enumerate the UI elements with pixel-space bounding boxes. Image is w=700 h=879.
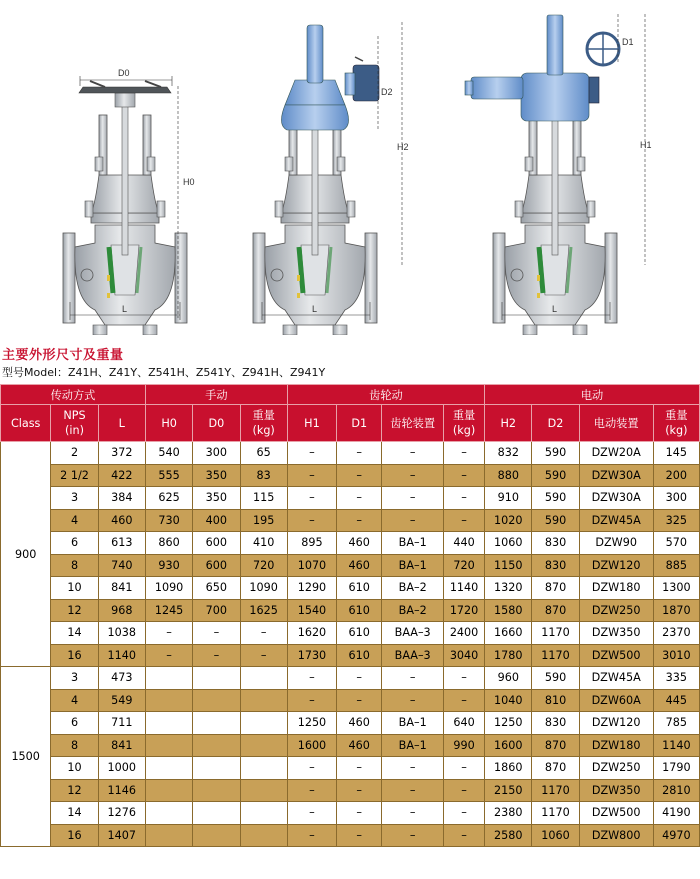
cell-electric-device: DZW30A: [579, 464, 653, 487]
cell-l: 1038: [98, 622, 145, 645]
cell-weight-manual: 195: [240, 509, 287, 532]
cell-gear-device: BAA–3: [382, 644, 444, 667]
cell-weight-electric: 4970: [653, 824, 699, 847]
cell-gear-device: –: [382, 824, 444, 847]
cell-d1: –: [337, 802, 382, 825]
cell-weight-manual: 65: [240, 442, 287, 465]
cell-electric-device: DZW60A: [579, 689, 653, 712]
cell-d0: 600: [193, 554, 240, 577]
cell-nps: 10: [51, 577, 98, 600]
cell-d2: 830: [532, 712, 579, 735]
cell-weight-electric: 785: [653, 712, 699, 735]
cell-h0: [145, 802, 192, 825]
cell-l: 613: [98, 532, 145, 555]
cell-weight-electric: 1140: [653, 734, 699, 757]
cell-d1: –: [337, 824, 382, 847]
cell-h2: 1150: [485, 554, 532, 577]
group-header-manual: 手动: [145, 385, 287, 405]
cell-d0: [193, 779, 240, 802]
cell-l: 460: [98, 509, 145, 532]
cell-d1: –: [337, 442, 382, 465]
cell-h0: [145, 779, 192, 802]
cell-l: 422: [98, 464, 145, 487]
cell-l: 1000: [98, 757, 145, 780]
cell-h0: [145, 734, 192, 757]
table-row: [1, 622, 700, 645]
group-header-gear: 齿轮动: [287, 385, 484, 405]
cell-l: 841: [98, 734, 145, 757]
cell-h0: –: [145, 622, 192, 645]
cell-d1: –: [337, 757, 382, 780]
cell-weight-manual: [240, 667, 287, 690]
table-row: [1, 824, 700, 847]
cell-gear-device: BAA–3: [382, 622, 444, 645]
cell-d2: 1060: [532, 824, 579, 847]
cell-electric-device: DZW350: [579, 779, 653, 802]
cell-weight-gear: 1140: [444, 577, 485, 600]
cell-d2: 870: [532, 577, 579, 600]
cell-h2: 2580: [485, 824, 532, 847]
cell-d1: –: [337, 487, 382, 510]
cell-d1: 610: [337, 622, 382, 645]
cell-nps: 4: [51, 689, 98, 712]
cell-l: 1276: [98, 802, 145, 825]
dim-label-h2: H2: [397, 142, 409, 152]
cell-h1: 1290: [287, 577, 336, 600]
cell-electric-device: DZW250: [579, 757, 653, 780]
cell-d2: 590: [532, 667, 579, 690]
cell-h0: [145, 689, 192, 712]
cell-d1: 460: [337, 532, 382, 555]
cell-d0: 600: [193, 532, 240, 555]
cell-d0: [193, 734, 240, 757]
cell-h2: 1060: [485, 532, 532, 555]
cell-h2: 1020: [485, 509, 532, 532]
table-row: [1, 509, 700, 532]
cell-d2: 590: [532, 487, 579, 510]
table-row: [1, 712, 700, 735]
cell-weight-electric: 2810: [653, 779, 699, 802]
section-title: 主要外形尺寸及重量: [2, 348, 124, 363]
cell-class: 900: [1, 442, 51, 667]
cell-weight-electric: 885: [653, 554, 699, 577]
cell-d2: 1170: [532, 644, 579, 667]
cell-h0: 860: [145, 532, 192, 555]
cell-l: 740: [98, 554, 145, 577]
cell-nps: 2 1/2: [51, 464, 98, 487]
cell-d1: 460: [337, 712, 382, 735]
cell-nps: 10: [51, 757, 98, 780]
cell-d2: 810: [532, 689, 579, 712]
cell-weight-gear: –: [444, 824, 485, 847]
cell-h0: 625: [145, 487, 192, 510]
cell-gear-device: –: [382, 757, 444, 780]
cell-d1: –: [337, 509, 382, 532]
col-header-d2: D2: [532, 405, 579, 442]
cell-weight-gear: 990: [444, 734, 485, 757]
cell-weight-gear: –: [444, 802, 485, 825]
cell-h1: –: [287, 757, 336, 780]
cell-h2: 1320: [485, 577, 532, 600]
cell-weight-gear: 1720: [444, 599, 485, 622]
cell-weight-manual: 115: [240, 487, 287, 510]
cell-d1: –: [337, 464, 382, 487]
cell-weight-manual: [240, 802, 287, 825]
cell-h2: 2380: [485, 802, 532, 825]
cell-weight-gear: 2400: [444, 622, 485, 645]
col-header-d1: D1: [337, 405, 382, 442]
table-row: [1, 802, 700, 825]
cell-d0: 350: [193, 464, 240, 487]
cell-d0: 350: [193, 487, 240, 510]
cell-electric-device: DZW90: [579, 532, 653, 555]
cell-weight-gear: –: [444, 667, 485, 690]
cell-weight-electric: 4190: [653, 802, 699, 825]
cell-weight-gear: –: [444, 464, 485, 487]
cell-gear-device: BA–1: [382, 554, 444, 577]
cell-h1: 1730: [287, 644, 336, 667]
cell-nps: 6: [51, 712, 98, 735]
cell-weight-gear: –: [444, 442, 485, 465]
cell-h2: 2150: [485, 779, 532, 802]
cell-l: 384: [98, 487, 145, 510]
table-row: [1, 599, 700, 622]
cell-l: 372: [98, 442, 145, 465]
cell-h0: [145, 824, 192, 847]
cell-nps: 12: [51, 779, 98, 802]
cell-class: 1500: [1, 667, 51, 847]
table-row: [1, 667, 700, 690]
cell-d0: 300: [193, 442, 240, 465]
cell-weight-manual: [240, 757, 287, 780]
cell-gear-device: BA–2: [382, 577, 444, 600]
cell-weight-manual: 1625: [240, 599, 287, 622]
cell-h1: –: [287, 509, 336, 532]
cell-h0: [145, 712, 192, 735]
cell-nps: 8: [51, 734, 98, 757]
cell-h2: 880: [485, 464, 532, 487]
cell-h2: 1600: [485, 734, 532, 757]
cell-d0: 650: [193, 577, 240, 600]
cell-electric-device: DZW30A: [579, 487, 653, 510]
cell-h2: 1780: [485, 644, 532, 667]
cell-weight-electric: 200: [653, 464, 699, 487]
cell-nps: 4: [51, 509, 98, 532]
cell-d2: 830: [532, 532, 579, 555]
cell-weight-manual: –: [240, 622, 287, 645]
col-header-l: L: [98, 405, 145, 442]
cell-d2: 1170: [532, 622, 579, 645]
cell-l: 1146: [98, 779, 145, 802]
cell-weight-electric: 445: [653, 689, 699, 712]
col-header-d0: D0: [193, 405, 240, 442]
cell-h2: 1040: [485, 689, 532, 712]
cell-h0: 1090: [145, 577, 192, 600]
dimension-weight-table: [0, 384, 700, 847]
cell-h0: 730: [145, 509, 192, 532]
cell-d0: –: [193, 622, 240, 645]
cell-weight-electric: 300: [653, 487, 699, 510]
valve-electric-drawing: [253, 25, 379, 335]
cell-h1: 1250: [287, 712, 336, 735]
cell-h1: –: [287, 779, 336, 802]
cell-weight-electric: 2370: [653, 622, 699, 645]
cell-nps: 16: [51, 824, 98, 847]
cell-electric-device: DZW500: [579, 644, 653, 667]
cell-weight-electric: 325: [653, 509, 699, 532]
cell-d1: 460: [337, 734, 382, 757]
cell-h1: 1620: [287, 622, 336, 645]
cell-weight-gear: –: [444, 757, 485, 780]
cell-electric-device: DZW20A: [579, 442, 653, 465]
cell-weight-gear: –: [444, 689, 485, 712]
cell-electric-device: DZW500: [579, 802, 653, 825]
col-header-weight-manual: 重量 (kg): [240, 405, 287, 442]
cell-gear-device: BA–1: [382, 734, 444, 757]
dim-label-l3: L: [552, 304, 558, 314]
cell-d2: 870: [532, 734, 579, 757]
valve-manual-drawing: [63, 81, 187, 335]
cell-weight-manual: [240, 779, 287, 802]
cell-d2: 870: [532, 599, 579, 622]
dim-label-h0: H0: [183, 177, 195, 187]
col-header-weight-electric: 重量 (kg): [653, 405, 699, 442]
cell-h2: 1250: [485, 712, 532, 735]
table-row: [1, 757, 700, 780]
cell-d0: [193, 802, 240, 825]
col-header-h0: H0: [145, 405, 192, 442]
cell-d2: 870: [532, 757, 579, 780]
cell-d1: –: [337, 779, 382, 802]
cell-h2: 960: [485, 667, 532, 690]
cell-gear-device: –: [382, 689, 444, 712]
cell-d2: 590: [532, 442, 579, 465]
cell-h0: 930: [145, 554, 192, 577]
cell-nps: 14: [51, 802, 98, 825]
cell-weight-gear: 720: [444, 554, 485, 577]
cell-h2: 1580: [485, 599, 532, 622]
cell-h0: 1245: [145, 599, 192, 622]
cell-d1: –: [337, 667, 382, 690]
table-row: [1, 442, 700, 465]
model-line: 型号Model：Z41H、Z41Y、Z541H、Z541Y、Z941H、Z941Y: [2, 366, 326, 379]
cell-electric-device: DZW800: [579, 824, 653, 847]
cell-l: 711: [98, 712, 145, 735]
dim-label-d0: D0: [118, 68, 130, 78]
col-header-h1: H1: [287, 405, 336, 442]
cell-l: 1140: [98, 644, 145, 667]
cell-h0: [145, 757, 192, 780]
cell-h2: 1860: [485, 757, 532, 780]
cell-weight-electric: 1790: [653, 757, 699, 780]
cell-h2: 832: [485, 442, 532, 465]
table-row: [1, 644, 700, 667]
cell-weight-manual: 720: [240, 554, 287, 577]
cell-d1: –: [337, 689, 382, 712]
cell-weight-electric: 1300: [653, 577, 699, 600]
cell-weight-electric: 570: [653, 532, 699, 555]
cell-electric-device: DZW120: [579, 712, 653, 735]
col-header-weight-gear: 重量 (kg): [444, 405, 485, 442]
cell-h1: 1600: [287, 734, 336, 757]
dim-label-l2: L: [312, 304, 318, 314]
cell-nps: 14: [51, 622, 98, 645]
cell-h2: 910: [485, 487, 532, 510]
cell-h1: –: [287, 689, 336, 712]
cell-d0: [193, 712, 240, 735]
cell-d1: 610: [337, 644, 382, 667]
cell-d2: 590: [532, 464, 579, 487]
cell-weight-electric: 335: [653, 667, 699, 690]
cell-weight-electric: 1870: [653, 599, 699, 622]
cell-h2: 1660: [485, 622, 532, 645]
cell-h0: [145, 667, 192, 690]
cell-d2: 590: [532, 509, 579, 532]
cell-weight-manual: [240, 824, 287, 847]
col-header-h2: H2: [485, 405, 532, 442]
cell-weight-gear: –: [444, 487, 485, 510]
cell-weight-manual: 1090: [240, 577, 287, 600]
cell-nps: 3: [51, 667, 98, 690]
cell-d0: –: [193, 644, 240, 667]
table-row: [1, 779, 700, 802]
dim-label-d2: D2: [381, 87, 393, 97]
cell-h1: –: [287, 802, 336, 825]
table-row: [1, 734, 700, 757]
table-row: [1, 577, 700, 600]
table-row: [1, 554, 700, 577]
cell-weight-manual: 83: [240, 464, 287, 487]
cell-weight-manual: [240, 734, 287, 757]
table-row: [1, 689, 700, 712]
cell-weight-electric: 3010: [653, 644, 699, 667]
cell-electric-device: DZW350: [579, 622, 653, 645]
cell-h1: 895: [287, 532, 336, 555]
cell-h1: 1540: [287, 599, 336, 622]
cell-l: 1407: [98, 824, 145, 847]
cell-gear-device: –: [382, 442, 444, 465]
cell-weight-manual: –: [240, 644, 287, 667]
cell-d0: [193, 689, 240, 712]
cell-d2: 1170: [532, 779, 579, 802]
cell-d2: 830: [532, 554, 579, 577]
cell-l: 473: [98, 667, 145, 690]
dim-label-h1: H1: [640, 140, 652, 150]
cell-weight-gear: 640: [444, 712, 485, 735]
cell-weight-gear: 440: [444, 532, 485, 555]
cell-weight-manual: [240, 689, 287, 712]
cell-nps: 16: [51, 644, 98, 667]
cell-gear-device: –: [382, 779, 444, 802]
cell-gear-device: –: [382, 464, 444, 487]
valve-drawings: [0, 0, 700, 335]
cell-weight-gear: –: [444, 509, 485, 532]
cell-h1: 1070: [287, 554, 336, 577]
cell-gear-device: –: [382, 667, 444, 690]
group-header-drive: 传动方式: [1, 385, 146, 405]
cell-d0: [193, 824, 240, 847]
cell-electric-device: DZW250: [579, 599, 653, 622]
cell-h0: –: [145, 644, 192, 667]
table-row: [1, 532, 700, 555]
table-body: [1, 442, 700, 847]
cell-h1: –: [287, 667, 336, 690]
cell-h1: –: [287, 442, 336, 465]
dim-label-l1: L: [122, 304, 128, 314]
cell-nps: 2: [51, 442, 98, 465]
cell-gear-device: –: [382, 509, 444, 532]
group-header-electric: 电动: [485, 385, 700, 405]
cell-nps: 6: [51, 532, 98, 555]
cell-d1: 610: [337, 599, 382, 622]
cell-d2: 1170: [532, 802, 579, 825]
cell-d0: [193, 667, 240, 690]
cell-gear-device: BA–1: [382, 532, 444, 555]
cell-nps: 12: [51, 599, 98, 622]
cell-d0: 700: [193, 599, 240, 622]
cell-electric-device: DZW180: [579, 734, 653, 757]
cell-d1: 610: [337, 577, 382, 600]
cell-h0: 555: [145, 464, 192, 487]
col-header-nps: NPS (in): [51, 405, 98, 442]
cell-weight-gear: 3040: [444, 644, 485, 667]
col-header-electric-device: 电动装置: [579, 405, 653, 442]
cell-gear-device: –: [382, 802, 444, 825]
dim-label-d1: D1: [622, 37, 634, 47]
cell-gear-device: –: [382, 487, 444, 510]
cell-weight-electric: 145: [653, 442, 699, 465]
cell-electric-device: DZW45A: [579, 667, 653, 690]
cell-gear-device: BA–2: [382, 599, 444, 622]
cell-gear-device: BA–1: [382, 712, 444, 735]
cell-electric-device: DZW120: [579, 554, 653, 577]
cell-d1: 460: [337, 554, 382, 577]
cell-weight-manual: 410: [240, 532, 287, 555]
col-header-class: Class: [1, 405, 51, 442]
cell-weight-gear: –: [444, 779, 485, 802]
cell-d0: 400: [193, 509, 240, 532]
cell-electric-device: DZW180: [579, 577, 653, 600]
table-row: [1, 464, 700, 487]
valve-gear-drawing: [465, 15, 619, 335]
cell-nps: 8: [51, 554, 98, 577]
cell-d0: [193, 757, 240, 780]
cell-l: 549: [98, 689, 145, 712]
cell-electric-device: DZW45A: [579, 509, 653, 532]
cell-h0: 540: [145, 442, 192, 465]
cell-l: 968: [98, 599, 145, 622]
cell-h1: –: [287, 487, 336, 510]
cell-nps: 3: [51, 487, 98, 510]
cell-weight-manual: [240, 712, 287, 735]
table-row: [1, 487, 700, 510]
cell-h1: –: [287, 824, 336, 847]
cell-l: 841: [98, 577, 145, 600]
cell-h1: –: [287, 464, 336, 487]
col-header-gear-device: 齿轮装置: [382, 405, 444, 442]
